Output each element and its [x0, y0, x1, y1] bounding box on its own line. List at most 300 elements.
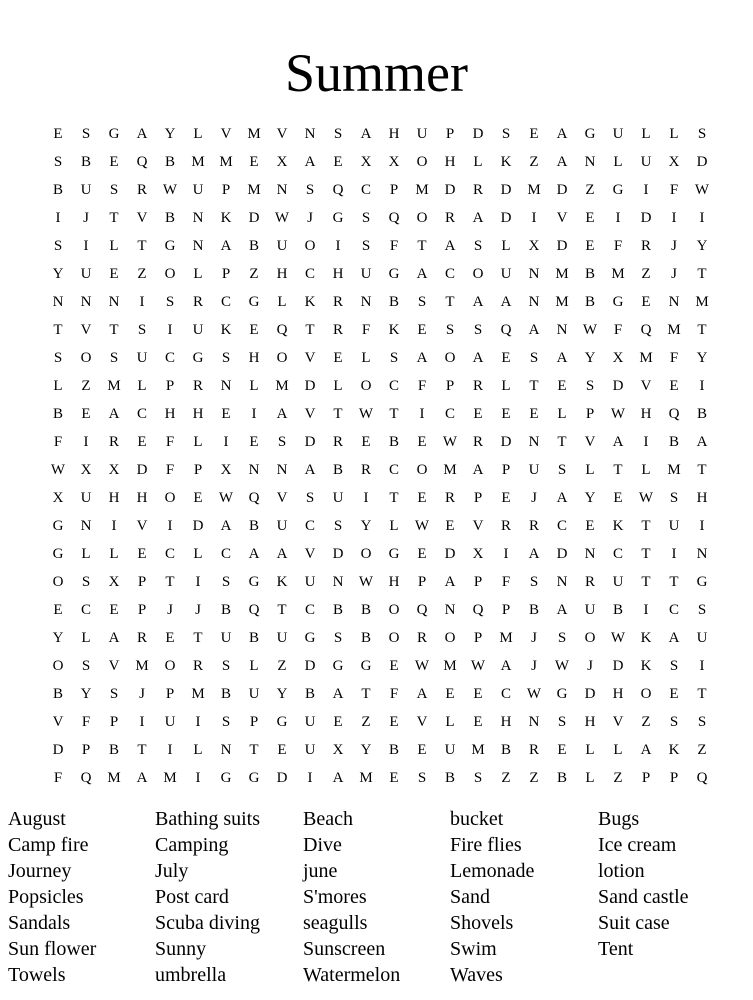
- grid-letter: E: [333, 350, 343, 366]
- grid-letter: C: [444, 266, 455, 282]
- grid-letter: R: [192, 294, 203, 310]
- grid-letter: W: [218, 490, 234, 506]
- grid-letter: V: [220, 126, 232, 142]
- grid-letter: N: [556, 574, 568, 590]
- grid-letter: Y: [584, 490, 596, 506]
- grid-letter: R: [640, 238, 651, 254]
- grid-letter: W: [610, 630, 626, 646]
- grid-letter: Y: [52, 266, 64, 282]
- grid-letter: S: [361, 238, 371, 254]
- grid-letter: E: [137, 546, 147, 562]
- grid-letter: B: [52, 406, 63, 422]
- grid-letter: T: [137, 238, 147, 254]
- grid-letter: A: [500, 658, 512, 674]
- grid-letter: E: [557, 742, 567, 758]
- grid-letter: C: [360, 182, 371, 198]
- grid-letter: L: [53, 378, 63, 394]
- grid-letter: I: [111, 518, 117, 534]
- grid-letter: T: [697, 266, 707, 282]
- grid-letter: A: [136, 770, 148, 786]
- grid-letter: L: [585, 742, 595, 758]
- word-list-item: Sun flower: [8, 938, 97, 960]
- grid-letter: N: [108, 294, 120, 310]
- grid-letter: J: [671, 266, 677, 282]
- grid-letter: O: [52, 574, 64, 590]
- grid-letter: L: [445, 714, 455, 730]
- grid-letter: P: [501, 462, 511, 478]
- word-list-item: Journey: [8, 860, 72, 882]
- grid-letter: F: [669, 350, 679, 366]
- grid-letter: A: [108, 630, 120, 646]
- grid-letter: Q: [472, 602, 484, 618]
- grid-letter: L: [193, 126, 203, 142]
- grid-letter: S: [557, 462, 567, 478]
- grid-letter: S: [109, 350, 119, 366]
- grid-letter: B: [388, 434, 399, 450]
- grid-letter: T: [445, 294, 455, 310]
- grid-letter: U: [164, 714, 176, 730]
- grid-letter: F: [417, 378, 427, 394]
- grid-letter: E: [165, 630, 175, 646]
- grid-letter: T: [109, 322, 119, 338]
- grid-letter: H: [612, 686, 624, 702]
- grid-letter: G: [612, 182, 624, 198]
- grid-letter: J: [139, 686, 145, 702]
- grid-letter: L: [641, 126, 651, 142]
- grid-letter: I: [643, 434, 649, 450]
- word-list-item: Bathing suits: [155, 808, 261, 830]
- grid-letter: F: [53, 434, 63, 450]
- grid-letter: C: [556, 518, 567, 534]
- grid-letter: V: [612, 714, 624, 730]
- grid-letter: Z: [641, 714, 651, 730]
- grid-letter: K: [640, 630, 652, 646]
- grid-letter: T: [361, 686, 371, 702]
- grid-letter: S: [277, 434, 287, 450]
- grid-letter: K: [276, 574, 288, 590]
- grid-letter: T: [333, 406, 343, 422]
- grid-letter: T: [557, 434, 567, 450]
- grid-letter: J: [531, 658, 537, 674]
- grid-letter: S: [557, 714, 567, 730]
- word-list-item: Beach: [303, 808, 353, 830]
- grid-letter: I: [363, 490, 369, 506]
- grid-letter: E: [445, 686, 455, 702]
- grid-letter: D: [472, 126, 484, 142]
- grid-letter: R: [416, 630, 427, 646]
- grid-letter: E: [249, 154, 259, 170]
- grid-letter: R: [332, 294, 343, 310]
- grid-letter: E: [641, 294, 651, 310]
- grid-letter: A: [108, 406, 120, 422]
- grid-letter: B: [388, 294, 399, 310]
- word-list-item: Lemonade: [450, 860, 535, 882]
- grid-letter: T: [697, 686, 707, 702]
- grid-letter: A: [528, 546, 540, 562]
- grid-letter: I: [195, 714, 201, 730]
- grid-letter: L: [193, 742, 203, 758]
- grid-letter: E: [557, 378, 567, 394]
- grid-letter: W: [694, 182, 710, 198]
- grid-letter: B: [52, 182, 63, 198]
- grid-letter: B: [584, 294, 595, 310]
- grid-letter: T: [249, 742, 259, 758]
- grid-letter: W: [610, 406, 626, 422]
- grid-letter: C: [304, 266, 315, 282]
- grid-letter: E: [669, 378, 679, 394]
- grid-letter: A: [304, 462, 316, 478]
- grid-letter: B: [248, 518, 259, 534]
- grid-letter: Y: [360, 518, 372, 534]
- grid-letter: P: [473, 490, 483, 506]
- grid-letter: L: [557, 406, 567, 422]
- grid-letter: U: [612, 574, 624, 590]
- grid-letter: O: [360, 546, 372, 562]
- grid-letter: R: [472, 378, 483, 394]
- grid-letter: X: [332, 742, 344, 758]
- grid-letter: Q: [80, 770, 92, 786]
- grid-letter: I: [643, 182, 649, 198]
- grid-letter: O: [416, 210, 428, 226]
- grid-letter: L: [501, 238, 511, 254]
- grid-letter: G: [612, 294, 624, 310]
- grid-letter: P: [501, 602, 511, 618]
- grid-letter: V: [584, 434, 596, 450]
- grid-letter: C: [220, 294, 231, 310]
- grid-letter: E: [473, 686, 483, 702]
- grid-letter: D: [444, 182, 456, 198]
- grid-letter: V: [416, 714, 428, 730]
- grid-letter: U: [416, 126, 428, 142]
- word-list-item: Waves: [450, 964, 503, 986]
- grid-letter: R: [444, 490, 455, 506]
- grid-letter: B: [668, 434, 679, 450]
- grid-letter: A: [416, 266, 428, 282]
- grid-letter: I: [167, 322, 173, 338]
- grid-letter: I: [643, 602, 649, 618]
- grid-letter: M: [191, 686, 205, 702]
- grid-letter: G: [248, 294, 260, 310]
- grid-letter: B: [388, 742, 399, 758]
- grid-letter: Y: [164, 126, 176, 142]
- grid-letter: U: [696, 630, 708, 646]
- grid-letter: A: [556, 490, 568, 506]
- grid-letter: U: [304, 742, 316, 758]
- word-list-item: Camping: [155, 834, 229, 856]
- grid-letter: E: [81, 406, 91, 422]
- grid-letter: E: [417, 742, 427, 758]
- grid-letter: U: [304, 574, 316, 590]
- grid-letter: H: [192, 406, 204, 422]
- grid-letter: A: [220, 238, 232, 254]
- grid-letter: H: [108, 490, 120, 506]
- grid-letter: S: [697, 602, 707, 618]
- grid-letter: O: [472, 266, 484, 282]
- grid-letter: V: [304, 406, 316, 422]
- word-list-item: Ice cream: [598, 834, 677, 856]
- grid-letter: E: [109, 266, 119, 282]
- grid-letter: P: [585, 406, 595, 422]
- grid-letter: A: [696, 434, 708, 450]
- grid-letter: T: [641, 574, 651, 590]
- grid-letter: O: [388, 602, 400, 618]
- grid-letter: R: [192, 658, 203, 674]
- grid-letter: M: [247, 182, 261, 198]
- grid-letter: E: [249, 322, 259, 338]
- grid-letter: A: [276, 406, 288, 422]
- grid-letter: B: [500, 742, 511, 758]
- grid-letter: G: [556, 686, 568, 702]
- grid-letter: K: [304, 294, 316, 310]
- grid-letter: T: [641, 518, 651, 534]
- grid-letter: B: [80, 154, 91, 170]
- grid-letter: T: [305, 322, 315, 338]
- word-column: [450, 806, 598, 988]
- grid-letter: C: [304, 602, 315, 618]
- grid-letter: M: [667, 462, 681, 478]
- grid-letter: V: [640, 378, 652, 394]
- grid-letter: P: [221, 182, 231, 198]
- grid-letter: X: [220, 462, 232, 478]
- grid-letter: A: [416, 350, 428, 366]
- grid-letter: R: [136, 630, 147, 646]
- grid-letter: U: [80, 266, 92, 282]
- grid-letter: M: [471, 742, 485, 758]
- grid-letter: E: [417, 322, 427, 338]
- grid-letter: P: [193, 462, 203, 478]
- grid-letter: E: [585, 210, 595, 226]
- grid-letter: O: [80, 350, 92, 366]
- grid-letter: N: [220, 742, 232, 758]
- grid-letter: X: [80, 462, 92, 478]
- grid-letter: W: [638, 490, 654, 506]
- word-column: [155, 806, 303, 988]
- grid-letter: S: [305, 182, 315, 198]
- word-list: [8, 806, 748, 996]
- grid-letter: W: [554, 658, 570, 674]
- grid-letter: H: [584, 714, 596, 730]
- grid-letter: S: [165, 294, 175, 310]
- grid-letter: E: [361, 434, 371, 450]
- word-list-item: Swim: [450, 938, 497, 960]
- grid-letter: S: [473, 238, 483, 254]
- grid-letter: U: [220, 630, 232, 646]
- grid-letter: S: [697, 126, 707, 142]
- grid-letter: S: [221, 350, 231, 366]
- grid-letter: D: [612, 378, 624, 394]
- grid-letter: Q: [668, 406, 680, 422]
- word-column: [598, 806, 746, 962]
- grid-letter: N: [528, 714, 540, 730]
- grid-letter: B: [248, 630, 259, 646]
- grid-letter: N: [52, 294, 64, 310]
- grid-letter: S: [333, 630, 343, 646]
- grid-letter: F: [613, 238, 623, 254]
- grid-letter: E: [53, 126, 63, 142]
- word-list-item: Sand: [450, 886, 490, 908]
- grid-letter: E: [529, 406, 539, 422]
- grid-letter: U: [80, 490, 92, 506]
- word-list-item: Scuba diving: [155, 912, 260, 934]
- grid-letter: X: [52, 490, 64, 506]
- grid-letter: N: [80, 518, 92, 534]
- grid-letter: A: [472, 210, 484, 226]
- grid-letter: A: [472, 462, 484, 478]
- grid-letter: E: [221, 406, 231, 422]
- grid-letter: Z: [361, 714, 371, 730]
- grid-letter: E: [109, 154, 119, 170]
- grid-letter: I: [503, 546, 509, 562]
- grid-letter: Q: [388, 210, 400, 226]
- grid-letter: T: [417, 238, 427, 254]
- grid-letter: I: [699, 378, 705, 394]
- grid-letter: Z: [641, 266, 651, 282]
- grid-letter: P: [221, 266, 231, 282]
- grid-letter: E: [389, 658, 399, 674]
- grid-letter: L: [501, 378, 511, 394]
- grid-letter: E: [585, 238, 595, 254]
- grid-letter: D: [304, 378, 316, 394]
- grid-letter: S: [529, 350, 539, 366]
- grid-letter: G: [696, 574, 708, 590]
- grid-letter: N: [192, 210, 204, 226]
- grid-letter: I: [83, 238, 89, 254]
- grid-letter: R: [472, 182, 483, 198]
- grid-letter: V: [556, 210, 568, 226]
- grid-letter: A: [500, 294, 512, 310]
- grid-letter: J: [531, 630, 537, 646]
- grid-letter: C: [164, 350, 175, 366]
- grid-letter: P: [137, 574, 147, 590]
- grid-letter: B: [360, 630, 371, 646]
- grid-letter: A: [556, 602, 568, 618]
- grid-letter: E: [109, 602, 119, 618]
- grid-letter: O: [444, 630, 456, 646]
- grid-letter: S: [669, 714, 679, 730]
- grid-letter: P: [249, 714, 259, 730]
- grid-letter: E: [501, 350, 511, 366]
- grid-letter: R: [108, 434, 119, 450]
- grid-letter: J: [307, 210, 313, 226]
- grid-letter: V: [136, 518, 148, 534]
- grid-letter: S: [53, 154, 63, 170]
- grid-letter: M: [135, 658, 149, 674]
- grid-letter: O: [388, 630, 400, 646]
- word-list-item: Fire flies: [450, 834, 522, 856]
- grid-letter: E: [277, 742, 287, 758]
- grid-letter: J: [587, 658, 593, 674]
- grid-letter: N: [80, 294, 92, 310]
- grid-letter: I: [335, 238, 341, 254]
- grid-letter: H: [388, 574, 400, 590]
- grid-letter: C: [80, 602, 91, 618]
- grid-letter: V: [52, 714, 64, 730]
- grid-letter: S: [81, 574, 91, 590]
- grid-letter: E: [417, 490, 427, 506]
- grid-letter: I: [195, 770, 201, 786]
- grid-letter: A: [444, 574, 456, 590]
- grid-letter: D: [500, 210, 512, 226]
- grid-letter: L: [389, 518, 399, 534]
- grid-letter: M: [107, 770, 121, 786]
- grid-letter: V: [472, 518, 484, 534]
- grid-letter: D: [136, 462, 148, 478]
- grid-letter: P: [669, 770, 679, 786]
- grid-letter: E: [389, 770, 399, 786]
- grid-letter: U: [80, 182, 92, 198]
- grid-letter: E: [529, 126, 539, 142]
- grid-letter: W: [358, 574, 374, 590]
- grid-letter: S: [361, 210, 371, 226]
- grid-letter: V: [276, 126, 288, 142]
- grid-letter: O: [416, 154, 428, 170]
- grid-letter: W: [442, 434, 458, 450]
- grid-letter: T: [529, 378, 539, 394]
- grid-letter: T: [193, 630, 203, 646]
- grid-letter: I: [223, 434, 229, 450]
- grid-letter: N: [444, 602, 456, 618]
- grid-letter: R: [332, 434, 343, 450]
- word-list-item: umbrella: [155, 964, 227, 986]
- word-list-item: Towels: [8, 964, 66, 986]
- grid-letter: M: [219, 154, 233, 170]
- grid-letter: Q: [248, 602, 260, 618]
- grid-letter: J: [83, 210, 89, 226]
- grid-letter: U: [500, 266, 512, 282]
- grid-letter: G: [164, 238, 176, 254]
- grid-letter: K: [500, 154, 512, 170]
- grid-letter: B: [220, 686, 231, 702]
- grid-letter: J: [671, 238, 677, 254]
- grid-letter: B: [696, 406, 707, 422]
- grid-letter: P: [389, 182, 399, 198]
- grid-letter: Y: [584, 350, 596, 366]
- grid-letter: N: [668, 294, 680, 310]
- grid-letter: O: [360, 378, 372, 394]
- grid-letter: D: [52, 742, 64, 758]
- grid-letter: K: [612, 518, 624, 534]
- grid-letter: H: [332, 266, 344, 282]
- grid-letter: A: [248, 546, 260, 562]
- word-list-item: July: [155, 860, 189, 882]
- grid-letter: S: [473, 322, 483, 338]
- grid-letter: T: [277, 602, 287, 618]
- grid-letter: U: [668, 518, 680, 534]
- grid-letter: W: [414, 658, 430, 674]
- grid-letter: L: [669, 126, 679, 142]
- grid-letter: R: [528, 742, 539, 758]
- grid-letter: S: [221, 714, 231, 730]
- grid-letter: L: [109, 238, 119, 254]
- grid-letter: D: [276, 770, 288, 786]
- grid-letter: Y: [696, 350, 708, 366]
- grid-letter: L: [361, 350, 371, 366]
- grid-letter: S: [53, 238, 63, 254]
- grid-letter: V: [304, 546, 316, 562]
- grid-letter: U: [360, 266, 372, 282]
- grid-letter: T: [137, 742, 147, 758]
- grid-letter: G: [360, 658, 372, 674]
- grid-letter: S: [529, 574, 539, 590]
- grid-letter: A: [416, 686, 428, 702]
- grid-letter: T: [389, 490, 399, 506]
- grid-letter: U: [528, 462, 540, 478]
- grid-letter: A: [220, 518, 232, 534]
- grid-letter: H: [444, 154, 456, 170]
- grid-letter: A: [556, 350, 568, 366]
- grid-letter: Q: [332, 182, 344, 198]
- grid-letter: W: [470, 658, 486, 674]
